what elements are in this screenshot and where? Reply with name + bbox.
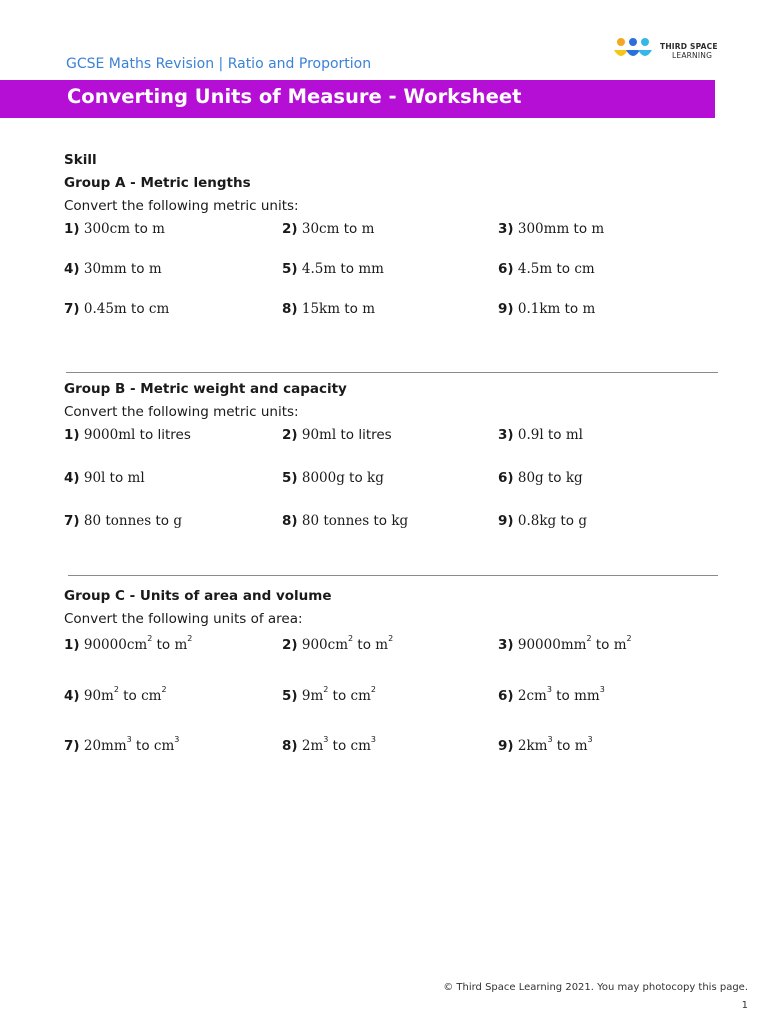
from-value: 2m — [301, 738, 324, 754]
from-value: 90000mm — [517, 637, 587, 653]
question-item — [282, 261, 384, 277]
question-item — [64, 301, 169, 317]
group-a-title: Group A - Metric lengths — [64, 175, 251, 191]
to-word: to — [373, 513, 388, 529]
from-value: 80 tonnes — [83, 513, 152, 529]
from-exponent: 2 — [348, 633, 354, 643]
question-number: 4) — [64, 688, 80, 704]
to-unit: mm — [358, 261, 384, 277]
question-item — [64, 261, 162, 277]
to-exponent: 2 — [370, 684, 376, 694]
to-word: to — [344, 301, 358, 317]
from-exponent: 2 — [147, 633, 153, 643]
to-unit: cm — [350, 688, 371, 704]
question-number: 2) — [282, 221, 298, 237]
from-value: 0.45m — [83, 301, 127, 317]
from-exponent: 2 — [323, 684, 329, 694]
question-item — [64, 633, 193, 653]
to-word: to — [332, 738, 347, 754]
to-word: to — [556, 261, 571, 277]
to-unit: m — [361, 221, 375, 237]
question-item — [282, 684, 376, 704]
question-item — [498, 734, 593, 754]
from-value: 4.5m — [517, 261, 553, 277]
question-number: 2) — [282, 637, 298, 653]
question-number: 7) — [64, 513, 80, 529]
to-word: to — [595, 637, 610, 653]
to-unit: g — [173, 513, 183, 529]
group-b-title: Group B - Metric weight and capacity — [64, 381, 347, 397]
divider-a-b — [66, 372, 718, 373]
to-word: to — [136, 738, 150, 754]
to-unit: cm — [574, 261, 595, 277]
to-word: to — [573, 221, 588, 237]
from-value: 900cm — [301, 637, 349, 653]
skill-label: Skill — [64, 152, 97, 168]
question-number: 3) — [498, 637, 514, 653]
question-number: 8) — [282, 738, 298, 754]
question-item — [282, 734, 376, 754]
to-unit: mm — [574, 688, 600, 704]
to-unit: cm — [153, 738, 175, 754]
to-unit: m — [613, 637, 627, 653]
question-item — [498, 427, 583, 443]
to-word: to — [343, 221, 358, 237]
question-item — [282, 633, 394, 653]
question-item — [64, 513, 182, 529]
question-number: 6) — [498, 470, 514, 486]
to-exponent: 3 — [174, 734, 180, 744]
divider-b-c — [68, 575, 718, 576]
question-number: 4) — [64, 261, 80, 277]
to-unit: kg — [367, 470, 384, 486]
to-unit: kg — [391, 513, 409, 529]
to-word: to — [155, 513, 170, 529]
from-value: 90000cm — [83, 637, 148, 653]
question-number: 5) — [282, 688, 298, 704]
from-exponent: 3 — [547, 734, 553, 744]
to-word: to — [560, 513, 575, 529]
third-space-learning-logo — [612, 36, 732, 68]
to-exponent: 3 — [599, 684, 605, 694]
logo-icon — [612, 36, 656, 64]
logo-line2: LEARNING — [672, 51, 713, 60]
from-exponent: 3 — [126, 734, 132, 744]
from-exponent: 3 — [323, 734, 329, 744]
from-exponent: 2 — [586, 633, 592, 643]
from-value: 0.1km — [517, 301, 561, 317]
footer-copyright: © Third Space Learning 2021. You may photocopy this page. — [443, 982, 748, 993]
to-word: to — [123, 688, 137, 704]
from-value: 80 tonnes — [301, 513, 370, 529]
question-item — [64, 470, 145, 486]
to-exponent: 2 — [187, 633, 193, 643]
from-value: 2km — [517, 738, 548, 754]
to-unit: m — [148, 261, 162, 277]
question-number: 8) — [282, 301, 298, 317]
from-value: 90m — [83, 688, 114, 704]
question-item — [498, 470, 583, 486]
from-value: 15km — [301, 301, 341, 317]
to-exponent: 3 — [370, 734, 376, 744]
question-number: 5) — [282, 261, 298, 277]
question-item — [498, 261, 595, 277]
question-number: 3) — [498, 427, 514, 443]
question-number: 9) — [498, 301, 514, 317]
to-word: to — [109, 470, 124, 486]
worksheet-title: Converting Units of Measure - Worksheet — [67, 85, 522, 108]
to-unit: m — [375, 637, 389, 653]
logo-wordmark — [660, 42, 718, 60]
from-exponent: 2 — [113, 684, 119, 694]
question-item — [282, 470, 384, 486]
to-word: to — [130, 261, 145, 277]
to-unit: g — [578, 513, 587, 529]
to-word: to — [547, 427, 562, 443]
from-value: 2cm — [517, 688, 547, 704]
question-item — [64, 684, 167, 704]
question-item — [64, 221, 165, 237]
to-word: to litres — [139, 427, 191, 443]
to-unit: ml — [565, 427, 583, 443]
to-word: to — [340, 261, 355, 277]
to-exponent: 2 — [626, 633, 632, 643]
to-unit: m — [582, 301, 596, 317]
to-exponent: 2 — [388, 633, 394, 643]
question-item — [282, 513, 408, 529]
question-item — [498, 513, 587, 529]
to-exponent: 3 — [587, 734, 593, 744]
from-value: 8000g — [301, 470, 345, 486]
question-item — [282, 427, 392, 443]
to-word: to — [134, 221, 148, 237]
to-unit: cm — [141, 688, 162, 704]
group-a-instruction: Convert the following metric units: — [64, 198, 299, 214]
from-value: 20mm — [83, 738, 127, 754]
question-item — [498, 221, 604, 237]
question-number: 1) — [64, 221, 80, 237]
question-number: 8) — [282, 513, 298, 529]
logo-line1: THIRD SPACE — [660, 42, 718, 51]
from-value: 9000ml — [83, 427, 136, 443]
to-unit: cm — [350, 738, 371, 754]
to-unit: m — [574, 738, 588, 754]
from-value: 0.8kg — [517, 513, 557, 529]
from-value: 30cm — [301, 221, 340, 237]
question-item — [498, 633, 632, 653]
from-value: 80g — [517, 470, 544, 486]
to-exponent: 2 — [161, 684, 167, 694]
to-unit: kg — [565, 470, 583, 486]
to-word: to — [156, 637, 171, 653]
from-exponent: 3 — [546, 684, 552, 694]
group-b-instruction: Convert the following metric units: — [64, 404, 299, 420]
to-word: to litres — [340, 427, 392, 443]
question-number: 7) — [64, 738, 80, 754]
to-unit: m — [591, 221, 605, 237]
to-word: to — [349, 470, 363, 486]
group-c-instruction: Convert the following units of area: — [64, 611, 303, 627]
to-word: to — [131, 301, 145, 317]
to-word: to — [564, 301, 579, 317]
question-number: 9) — [498, 513, 514, 529]
to-word: to — [556, 738, 571, 754]
to-word: to — [332, 688, 347, 704]
to-unit: cm — [148, 301, 170, 317]
to-word: to — [548, 470, 562, 486]
question-item — [498, 301, 595, 317]
question-number: 5) — [282, 470, 298, 486]
from-value: 9m — [301, 688, 324, 704]
from-value: 90l — [83, 470, 106, 486]
question-item — [498, 684, 605, 704]
group-c-title: Group C - Units of area and volume — [64, 588, 332, 604]
page-number: 1 — [741, 1000, 748, 1011]
to-unit: m — [362, 301, 376, 317]
to-word: to — [556, 688, 570, 704]
from-value: 0.9l — [517, 427, 544, 443]
question-number: 4) — [64, 470, 80, 486]
to-unit: ml — [127, 470, 145, 486]
question-number: 6) — [498, 688, 514, 704]
question-item — [64, 427, 191, 443]
question-item — [282, 301, 375, 317]
question-number: 9) — [498, 738, 514, 754]
title-bar — [0, 80, 715, 118]
from-value: 90ml — [301, 427, 337, 443]
question-number: 1) — [64, 427, 80, 443]
from-value: 300mm — [517, 221, 570, 237]
question-item — [64, 734, 180, 754]
from-value: 300cm — [83, 221, 131, 237]
to-word: to — [357, 637, 371, 653]
from-value: 4.5m — [301, 261, 337, 277]
question-number: 2) — [282, 427, 298, 443]
question-number: 6) — [498, 261, 514, 277]
to-unit: m — [174, 637, 188, 653]
question-number: 3) — [498, 221, 514, 237]
from-value: 30mm — [83, 261, 127, 277]
question-number: 1) — [64, 637, 80, 653]
question-number: 7) — [64, 301, 80, 317]
to-unit: m — [152, 221, 165, 237]
question-item — [282, 221, 374, 237]
worksheet-subtitle: GCSE Maths Revision | Ratio and Proportion — [66, 56, 372, 72]
